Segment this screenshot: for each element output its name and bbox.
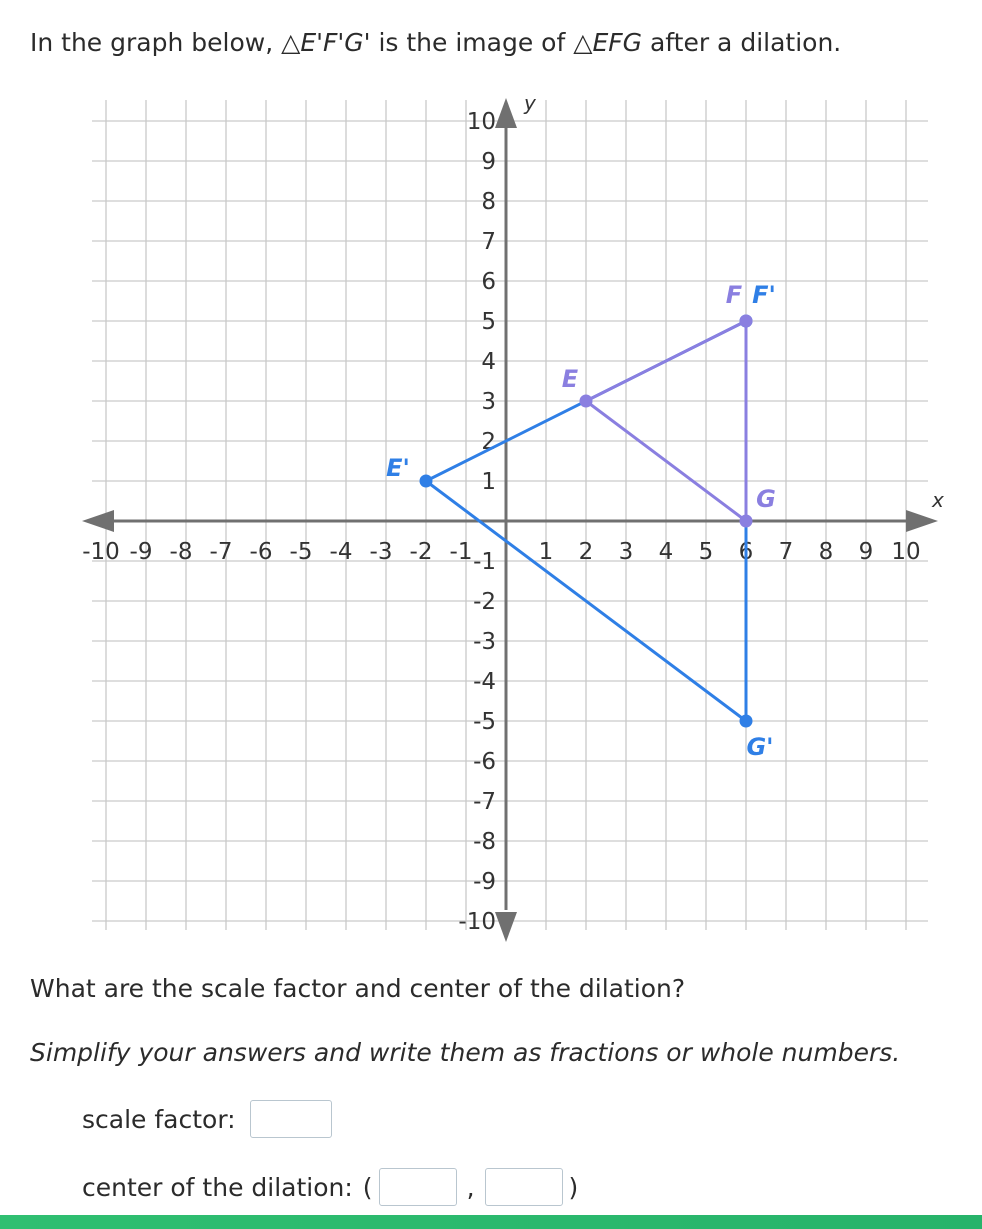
- x-tick-label: -7: [209, 539, 233, 565]
- vertex-label: G: [756, 485, 776, 513]
- title-middle: is the image of: [370, 28, 574, 57]
- y-tick-label: -9: [473, 869, 496, 895]
- x-tick-label: -5: [289, 539, 313, 565]
- x-tick-label: 10: [891, 539, 921, 565]
- open-paren: (: [362, 1172, 373, 1202]
- vertex-point: [740, 315, 753, 328]
- y-tick-label: 8: [481, 189, 496, 215]
- y-axis-label: y: [524, 91, 536, 115]
- y-tick-label: 9: [481, 149, 496, 175]
- x-axis-label: x: [932, 488, 944, 512]
- close-paren: ): [568, 1172, 579, 1202]
- comma: ,: [466, 1172, 475, 1202]
- x-tick-label: 2: [578, 539, 594, 565]
- triangle-symbol: △: [281, 28, 301, 57]
- y-tick-label: 7: [481, 229, 496, 255]
- y-tick-label: 1: [481, 469, 496, 495]
- preimage-triangle-name: EFG: [592, 28, 643, 57]
- y-tick-label: -3: [473, 629, 496, 655]
- vertex-label: E': [386, 454, 410, 482]
- y-axis-down-arrow: [495, 912, 517, 942]
- x-tick-label: -8: [169, 539, 193, 565]
- vertex-label: E: [561, 365, 579, 393]
- center-y-input[interactable]: [485, 1168, 563, 1206]
- y-tick-label: 4: [481, 349, 496, 375]
- x-axis-right-arrow: [906, 510, 938, 532]
- vertex-point: [420, 475, 433, 488]
- y-tick-label: 3: [481, 389, 496, 415]
- vertex-label: F: [725, 281, 743, 309]
- y-tick-label: -1: [473, 549, 496, 575]
- title-prefix: In the graph below,: [30, 28, 282, 57]
- y-tick-label: -7: [473, 789, 496, 815]
- vertex-point: [580, 395, 593, 408]
- y-tick-label: -10: [458, 909, 496, 935]
- coordinate-graph: [0, 90, 982, 950]
- y-tick-label: 2: [481, 429, 496, 455]
- center-x-input[interactable]: [379, 1168, 457, 1206]
- x-tick-label: -10: [82, 539, 120, 565]
- x-tick-label: 9: [858, 539, 874, 565]
- vertex-point: [740, 715, 753, 728]
- y-tick-label: -8: [473, 829, 496, 855]
- triangle-symbol-2: △: [573, 28, 593, 57]
- center-label: center of the dilation:: [82, 1172, 353, 1202]
- x-tick-label: -9: [129, 539, 153, 565]
- vertex-label: G': [746, 733, 774, 761]
- vertex-point: [740, 515, 753, 528]
- y-tick-label: 6: [481, 269, 496, 295]
- scale-factor-label: scale factor:: [82, 1104, 236, 1134]
- center-row: [82, 1168, 584, 1206]
- y-tick-label: -4: [473, 669, 496, 695]
- y-tick-label: -5: [473, 709, 496, 735]
- x-tick-label: 7: [778, 539, 794, 565]
- x-tick-label: -3: [369, 539, 393, 565]
- y-tick-label: 10: [466, 109, 496, 135]
- y-tick-label: -2: [473, 589, 496, 615]
- x-tick-label: 3: [618, 539, 634, 565]
- x-tick-label: -4: [329, 539, 353, 565]
- scale-factor-row: [82, 1100, 332, 1138]
- scale-factor-input[interactable]: [250, 1100, 332, 1138]
- x-tick-label: -6: [249, 539, 273, 565]
- x-tick-label: 6: [738, 539, 754, 565]
- title-suffix: after a dilation.: [642, 28, 842, 57]
- question-title: [30, 28, 841, 57]
- x-axis-left-arrow: [82, 510, 114, 532]
- x-tick-label: -2: [409, 539, 433, 565]
- vertex-label: F': [752, 281, 776, 309]
- y-tick-label: -6: [473, 749, 496, 775]
- grid-lines: [92, 100, 928, 930]
- x-tick-label: 4: [658, 539, 674, 565]
- x-tick-label: 1: [538, 539, 554, 565]
- question-prompt: What are the scale factor and center of the dilation?: [30, 974, 686, 1003]
- y-tick-label: 5: [481, 309, 496, 335]
- y-axis-up-arrow: [495, 98, 517, 128]
- x-tick-label: -1: [449, 539, 473, 565]
- progress-bar: [0, 1215, 982, 1229]
- question-instructions: Simplify your answers and write them as fractions or whole numbers.: [30, 1038, 901, 1067]
- x-tick-label: 8: [818, 539, 834, 565]
- axes: [82, 91, 944, 942]
- x-tick-label: 5: [698, 539, 714, 565]
- image-triangle-name: E'F'G': [300, 28, 371, 57]
